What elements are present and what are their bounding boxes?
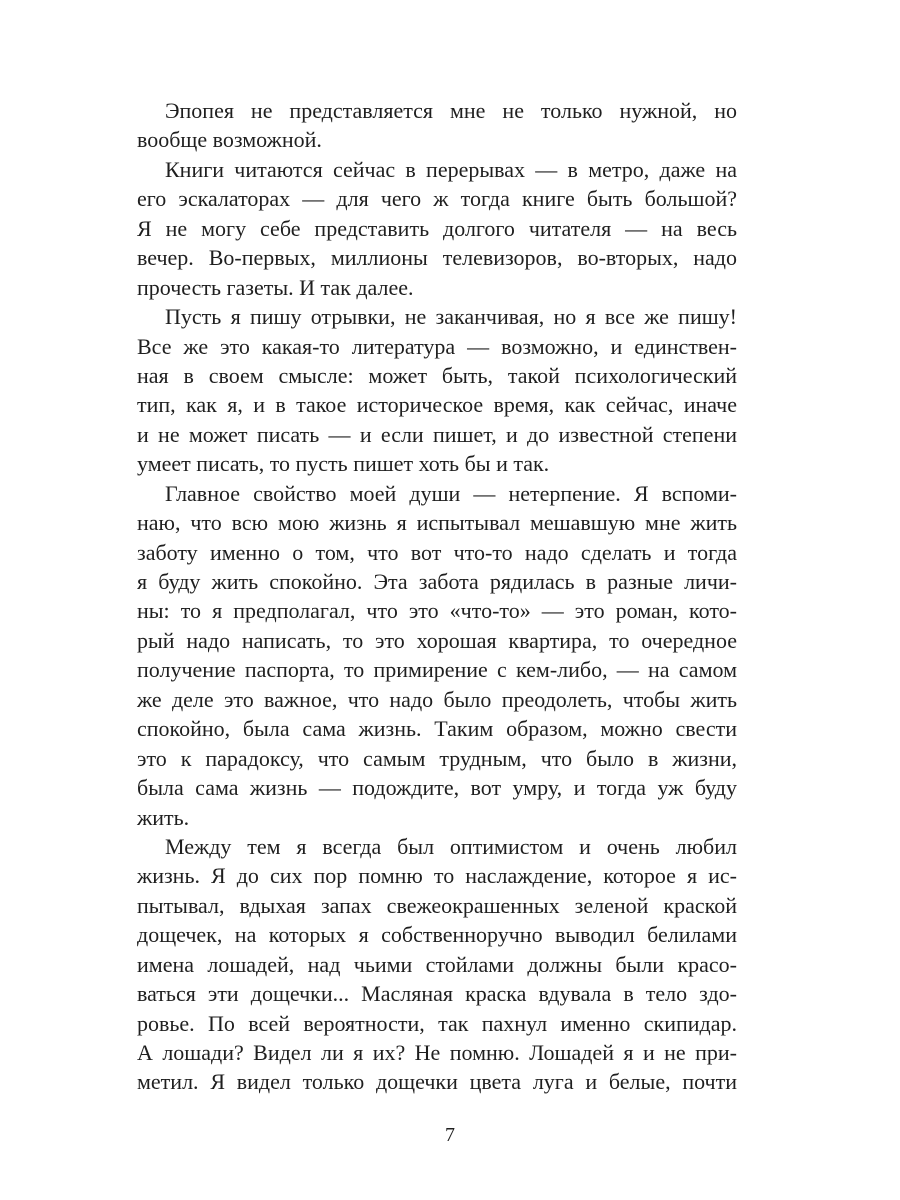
text-line: жить. [137,804,190,830]
text-line: метил. Я видел только дощечки цвета луга и белые, почти [137,1069,737,1095]
text-line: пытывал, вдыхая запах свежеокрашенных зеленой краской [137,892,737,918]
page-body [137,96,737,1097]
text-line: его эскалаторах — для чего ж тогда книге быть большой? [137,186,737,212]
text-line: Пусть я пишу отрывки, не заканчивая, но я все же пишу! [165,304,737,330]
text-line: Эпопея не представляется мне не только нужной, но [165,98,737,123]
text-line: рый надо написать, то это хорошая квартира, то очередное [137,627,737,653]
text-line: наю, что всю мою жизнь я испытывал мешавшую мне жить [137,510,737,536]
text-line: жизнь. Я до сих пор помню то наслаждение, которое я ис- [137,863,737,889]
text-line: ны: то я предполагал, что это «что-то» — это роман, кото- [137,598,737,624]
text-line: умеет писать, то пусть пишет хоть бы и так. [137,451,550,477]
text-line: заботу именно о том, что вот что-то надо сделать и тогда [137,539,737,565]
text-line: ная в своем смысле: может быть, такой психологический [137,362,737,388]
text-line: Главное свойство моей души — нетерпение. Я вспоми- [165,480,737,506]
text-line: Я не могу себе представить долгого читателя — на весь [137,215,737,241]
text-line: А лошади? Видел ли я их? Не помню. Лошадей я и не при- [137,1040,737,1065]
text-line: вообще возможной. [137,127,322,153]
text-line: дощечек, на которых я собственноручно выводил белилами [137,922,737,948]
text-line: же деле это важное, что надо было преодолеть, чтобы жить [137,686,737,712]
text-line: и не может писать — и если пишет, и до известной степени [137,421,737,447]
text-line: получение паспорта, то примирение с кем-либо, — на самом [137,657,737,683]
text-line: это к парадоксу, что самым трудным, что было в жизни, [137,745,737,771]
text-line: тип, как я, и в такое историческое время, как сейчас, иначе [137,392,737,418]
text-line: была сама жизнь — подождите, вот умру, и тогда уж буду [137,775,737,801]
text-line: я буду жить спокойно. Эта забота рядилась в разные личи- [137,569,737,594]
text-line: спокойно, была сама жизнь. Таким образом, можно свести [137,716,737,742]
text-line: Все же это какая-то литература — возможно, и единствен- [137,333,737,359]
text-line: вечер. Во-первых, миллионы телевизоров, во-вторых, надо [137,245,737,271]
text-line: Книги читаются сейчас в перерывах — в метро, даже на [165,156,737,182]
text-line: ваться эти дощечки... Масляная краска вдувала в тело здо- [137,981,737,1007]
text-line: прочесть газеты. И так далее. [137,274,414,300]
text-line: Между тем я всегда был оптимистом и очень любил [165,833,737,859]
text-line: ровье. По всей вероятности, так пахнул именно скипидар. [137,1010,737,1036]
page-number: 7 [445,1124,455,1146]
text-line: имена лошадей, над чьими стойлами должны были красо- [137,951,737,977]
